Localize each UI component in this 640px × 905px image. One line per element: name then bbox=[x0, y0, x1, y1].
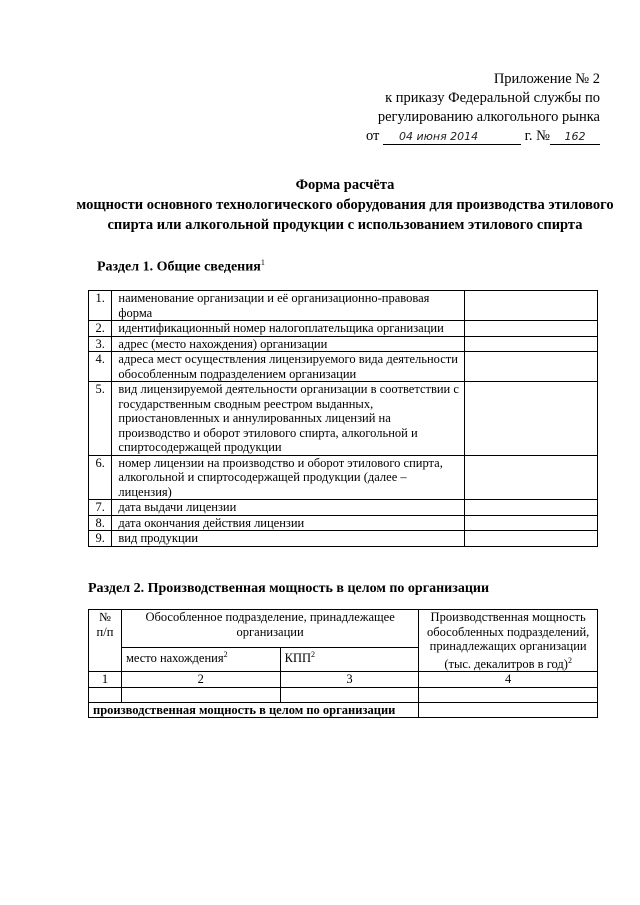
row-label: вид лицензируемой деятельности организации в соответствии с государственным сводным реестром выданных, приостановленных и аннулированных лицензий на производство и оборот этилового спирта, алкогольной и спиртосодержащей продукции bbox=[112, 382, 464, 456]
form-title-line2: мощности основного технологического оборудования для производства этилового спирта или алкогольной продукции с использованием этилового спирта bbox=[76, 197, 614, 233]
row-number: 7. bbox=[89, 500, 112, 516]
info-row bbox=[89, 500, 598, 516]
row-number: 6. bbox=[89, 455, 112, 500]
capacity-index-row bbox=[89, 672, 598, 688]
location-footnote: 2 bbox=[223, 650, 228, 660]
handwritten-date: 04 июня 2014 bbox=[383, 130, 521, 145]
col-kpp-text: КПП bbox=[284, 651, 312, 666]
row-value bbox=[464, 352, 597, 382]
capacity-table bbox=[88, 609, 598, 718]
row-label: дата выдачи лицензии bbox=[112, 500, 464, 516]
col-subdivision-header: Обособленное подразделение, принадлежащее организации bbox=[121, 610, 418, 648]
section1-footnote: 1 bbox=[260, 258, 265, 267]
row-value bbox=[464, 321, 597, 337]
row-value bbox=[464, 336, 597, 352]
col-capacity-header bbox=[419, 610, 598, 672]
row-label: номер лицензии на производство и оборот этилового спирта, алкогольной и спиртосодержащей продукции (далее – лицензия) bbox=[112, 455, 464, 500]
row-label: наименование организации и её организационно-правовая форма bbox=[112, 291, 464, 321]
row-number: 1. bbox=[89, 291, 112, 321]
info-row bbox=[89, 455, 598, 500]
row-number: 9. bbox=[89, 531, 112, 547]
appendix-header bbox=[330, 70, 600, 146]
col-capacity-text: Производственная мощность обособленных подразделений, принадлежащих организации (тыс. декалитров в год) bbox=[426, 610, 590, 671]
capacity-header-row bbox=[89, 610, 598, 648]
index-cell-1: 1 bbox=[89, 672, 122, 688]
row-number: 8. bbox=[89, 515, 112, 531]
row-label: вид продукции bbox=[112, 531, 464, 547]
info-row bbox=[89, 321, 598, 337]
form-title bbox=[60, 175, 630, 235]
capacity-footnote: 2 bbox=[567, 655, 572, 665]
row-value bbox=[464, 531, 597, 547]
row-value bbox=[464, 500, 597, 516]
index-cell-3: 3 bbox=[280, 672, 419, 688]
general-info-table bbox=[88, 290, 598, 547]
col-location-text: место нахождения bbox=[125, 651, 224, 666]
info-row bbox=[89, 336, 598, 352]
index-cell-2: 2 bbox=[121, 672, 280, 688]
order-number-label: г. № bbox=[524, 128, 550, 144]
row-number: 2. bbox=[89, 321, 112, 337]
row-value bbox=[464, 291, 597, 321]
index-cell-4: 4 bbox=[419, 672, 598, 688]
row-label: адрес (место нахождения) организации bbox=[112, 336, 464, 352]
section2-heading: Раздел 2. Производственная мощность в целом по организации bbox=[88, 581, 490, 596]
handwritten-order-number: 162 bbox=[550, 130, 600, 145]
col-num-header: № п/п bbox=[89, 610, 122, 672]
agency-name: регулированию алкогольного рынка bbox=[377, 109, 600, 125]
order-date-line bbox=[330, 127, 600, 146]
row-number: 3. bbox=[89, 336, 112, 352]
col-kpp-header bbox=[280, 648, 419, 672]
row-label: адреса мест осуществления лицензируемого вида деятельности обособленным подразделением организации bbox=[112, 352, 464, 382]
info-row bbox=[89, 382, 598, 456]
row-number: 5. bbox=[89, 382, 112, 456]
row-label: дата окончания действия лицензии bbox=[112, 515, 464, 531]
info-row bbox=[89, 515, 598, 531]
info-row bbox=[89, 291, 598, 321]
info-row bbox=[89, 352, 598, 382]
section1-heading bbox=[97, 258, 265, 276]
row-value bbox=[464, 455, 597, 500]
row-number: 4. bbox=[89, 352, 112, 382]
col-location-header bbox=[121, 648, 280, 672]
row-label: идентификационный номер налогоплательщика организации bbox=[112, 321, 464, 337]
total-label: производственная мощность в целом по организации bbox=[89, 702, 419, 718]
capacity-total-row bbox=[89, 702, 598, 718]
appendix-number: Приложение № 2 bbox=[493, 71, 600, 87]
order-reference: к приказу Федеральной службы по bbox=[385, 90, 600, 106]
row-value bbox=[464, 515, 597, 531]
capacity-empty-row bbox=[89, 687, 598, 702]
total-value bbox=[419, 702, 598, 718]
date-prefix: от bbox=[365, 128, 380, 144]
row-value bbox=[464, 382, 597, 456]
kpp-footnote: 2 bbox=[311, 650, 316, 660]
form-title-line1: Форма расчёта bbox=[295, 177, 395, 193]
info-row bbox=[89, 531, 598, 547]
section1-heading-text: Раздел 1. Общие сведения bbox=[97, 259, 261, 275]
